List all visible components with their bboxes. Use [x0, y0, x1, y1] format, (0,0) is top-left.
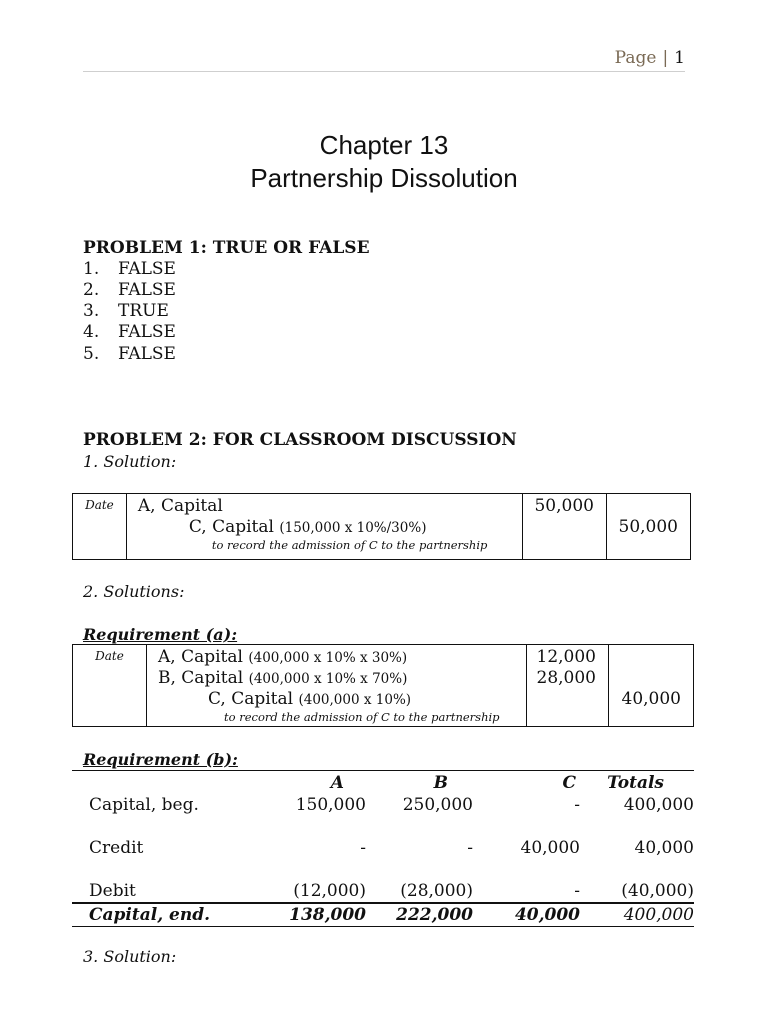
- page-separator: |: [662, 48, 669, 68]
- table-row: Credit - - 40,000 40,000: [89, 838, 694, 858]
- capital-end-row: Capital, end. 138,000 222,000 40,000 400,000: [72, 903, 694, 927]
- entry1-debit-amount: 50,000: [534, 496, 594, 516]
- entry2-debit-column: [527, 645, 609, 727]
- entry2-debit1-line: A, Capital (400,000 x 10% x 30%): [158, 647, 408, 667]
- entry2-debit1-amount: 12,000: [536, 647, 596, 667]
- capital-table: [72, 772, 694, 927]
- entry1-credit-column: [606, 494, 690, 560]
- entry2-credit-amount: 40,000: [621, 689, 681, 709]
- col-header-c: C: [562, 773, 576, 793]
- table-top-rule: [72, 770, 694, 771]
- list-item: 3. TRUE: [83, 301, 169, 321]
- journal-entry-1: [72, 493, 691, 560]
- entry2-debit2-line: B, Capital (400,000 x 10% x 70%): [158, 668, 408, 688]
- chapter-title: Partnership Dissolution: [250, 163, 518, 193]
- problem2-heading: PROBLEM 2: FOR CLASSROOM DISCUSSION: [83, 430, 517, 450]
- list-item: 5. FALSE: [83, 344, 176, 364]
- entry2-credit-column: [609, 645, 694, 727]
- solution2-label: 2. Solutions:: [83, 582, 185, 601]
- entry1-date: Date: [73, 494, 127, 560]
- list-item: 1. FALSE: [83, 259, 176, 279]
- requirement-a-label: Requirement (a):: [83, 625, 238, 644]
- solution1-label: 1. Solution:: [83, 452, 177, 471]
- page-number: 1: [674, 48, 685, 68]
- table-row: Capital, beg. 150,000 250,000 - 400,000: [89, 795, 694, 815]
- col-header-a: A: [330, 773, 344, 793]
- list-item: 2. FALSE: [83, 280, 176, 300]
- entry2-debit2-amount: 28,000: [536, 668, 596, 688]
- entry2-accounts: [147, 645, 527, 727]
- journal-entry-2: [72, 644, 694, 727]
- entry1-explanation: to record the admission of C to the partnership: [211, 538, 488, 552]
- entry1-debit-column: [522, 494, 606, 560]
- page-label: Page: [614, 48, 657, 68]
- entry2-credit-line: C, Capital (400,000 x 10%): [208, 689, 412, 709]
- header-rule: [83, 71, 685, 72]
- requirement-b-label: Requirement (b):: [83, 750, 238, 769]
- problem1-heading: PROBLEM 1: TRUE OR FALSE: [83, 238, 370, 258]
- entry2-explanation: to record the admission of C to the partnership: [224, 710, 500, 724]
- entry1-credit-line: C, Capital (150,000 x 10%/30%): [188, 517, 427, 537]
- entry1-accounts: [126, 494, 522, 560]
- table-header-row: [72, 772, 694, 794]
- col-header-b: B: [433, 773, 448, 793]
- page-header: [0, 48, 685, 68]
- entry1-credit-amount: 50,000: [618, 517, 678, 537]
- chapter-number: Chapter 13: [319, 130, 449, 160]
- solution3-label: 3. Solution:: [83, 947, 177, 966]
- list-item: 4. FALSE: [83, 322, 176, 342]
- table-row: Debit (12,000) (28,000) - (40,000): [89, 881, 694, 901]
- entry1-debit-account: A, Capital: [137, 496, 223, 516]
- entry2-date: Date: [73, 645, 147, 727]
- col-header-totals: Totals: [607, 773, 664, 793]
